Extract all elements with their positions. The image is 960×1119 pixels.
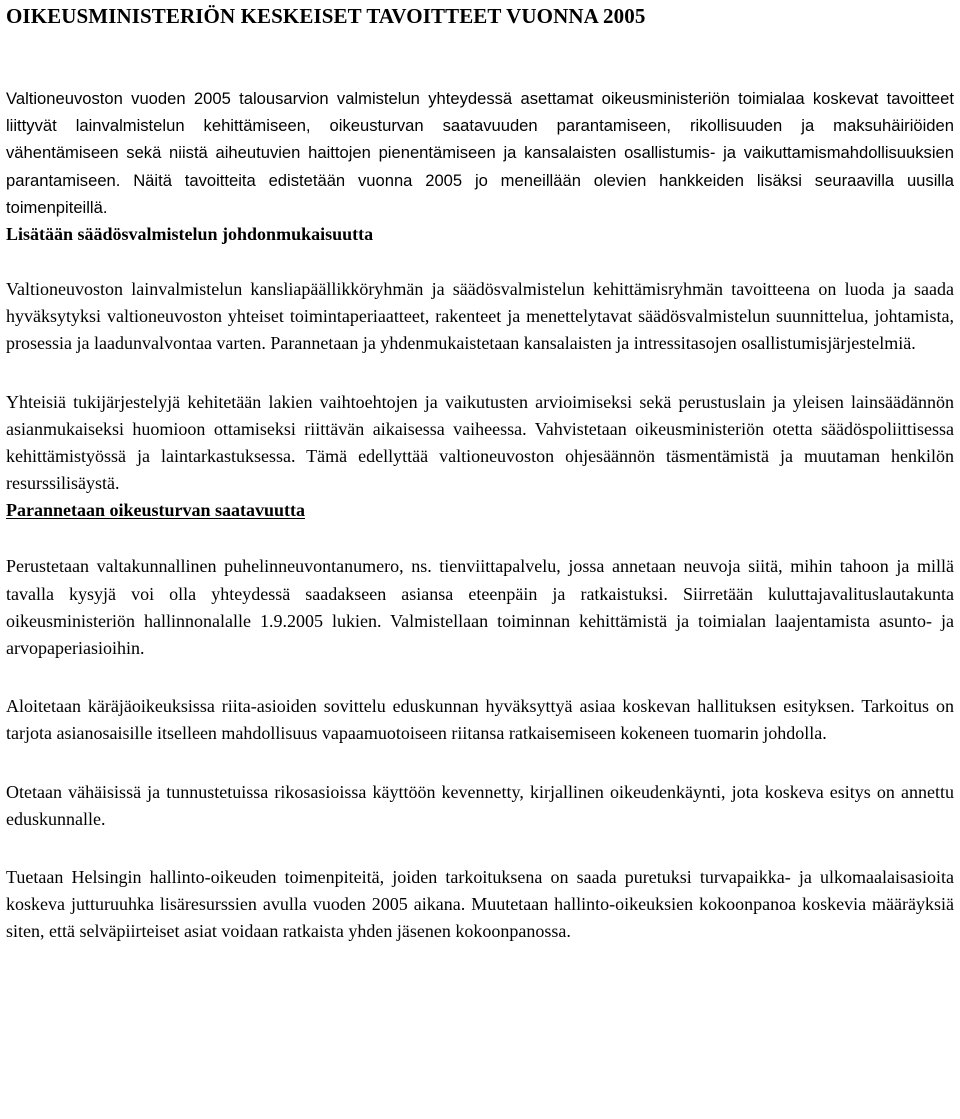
paragraph: Valtioneuvoston lainvalmistelun kansliapäällikköryhmän ja säädösvalmistelun kehittämisryhmän tavoitteena on luoda ja saada hyväksytyksi valtioneuvoston yhteiset toimintaperiaatteet, rakenteet ja menettelytavat säädösvalmistelun suunnittelua, johtamista, prosessia ja laadunvalvontaa varten. Parannetaan ja yhdenmukaistetaan kansalaisten ja intressitasojen osallistumisjärjestelmiä. [6, 279, 954, 354]
intro-paragraph: Valtioneuvoston vuoden 2005 talousarvion valmistelun yhteydessä asettamat oikeusministeriön toimialaa koskevat tavoitteet liittyvät lainvalmistelun kehittämiseen, oikeusturvan saatavuuden parantamiseen, rikollisuuden ja maksuhäiriöiden vähentämiseen sekä niistä aiheutuvien haittojen pienentämiseen ja kansalaisten osallistumis- ja vaikuttamismahdollisuuksien parantamiseen. Näitä tavoitteita edistetään vuonna 2005 jo meneillään olevien hankkeiden lisäksi seuraavilla uusilla toimenpiteillä. [6, 89, 954, 217]
paragraph: Tuetaan Helsingin hallinto-oikeuden toimenpiteitä, joiden tarkoituksena on saada puretuksi turvapaikka- ja ulkomaalaisasioita koskeva jutturuuhka lisäresurssien avulla vuoden 2005 aikana. Muutetaan hallinto-oikeuksien kokoonpanoa koskevia määräyksiä siten, että selväpiirteiset asiat voidaan ratkaista yhden jäsenen kokoonpanossa. [6, 867, 954, 942]
section-heading-saadosvalmistelu: Lisätään säädösvalmistelun johdonmukaisuutta [6, 224, 374, 245]
paragraph: Yhteisiä tukijärjestelyjä kehitetään lakien vaihtoehtojen ja vaikutusten arvioimiseksi sekä perustuslain ja yleisen lainsäädännön asianmukaiseksi huomioon ottamiseksi riittävän aikaisessa vaiheessa. Vahvistetaan oikeusministeriön otetta säädöspoliittisessa kehittämistyössä ja laintarkastuksessa. Tämä edellyttää valtioneuvoston ohjesäännön täsmentämistä ja muutaman henkilön resurssilisäystä. [6, 391, 954, 494]
document-title: OIKEUSMINISTERIÖN KESKEISET TAVOITTEET VUONNA 2005 [6, 4, 646, 28]
document-page [6, 4, 954, 946]
paragraph: Aloitetaan käräjäoikeuksissa riita-asioiden sovittelu eduskunnan hyväksyttyä asiaa koskevan hallituksen esityksen. Tarkoitus on tarjota asianosaisille itselleen mahdollisuus vapaamuotoiseen riitansa ratkaisemiseen kokeneen tuomarin johdolla. [6, 696, 954, 744]
section-heading-oikeusturva: Parannetaan oikeusturvan saatavuutta [6, 500, 306, 521]
paragraph: Otetaan vähäisissä ja tunnustetuissa rikosasioissa käyttöön kevennetty, kirjallinen oikeudenkäynti, jota koskeva esitys on annettu eduskunnalle. [6, 781, 954, 829]
paragraph: Perustetaan valtakunnallinen puhelinneuvontanumero, ns. tienviittapalvelu, jossa annetaan neuvoja siitä, mihin tahoon ja millä tavalla kysyjä voi olla yhteydessä saadakseen asiansa eteenpäin ja ratkaistuksi. Siirretään kuluttajavalituslautakunta oikeusministeriön hallinnonalalle 1.9.2005 lukien. Valmistellaan toiminnan kehittämistä ja toimialan laajentamista asunto- ja arvopaperiasioihin. [6, 556, 954, 659]
